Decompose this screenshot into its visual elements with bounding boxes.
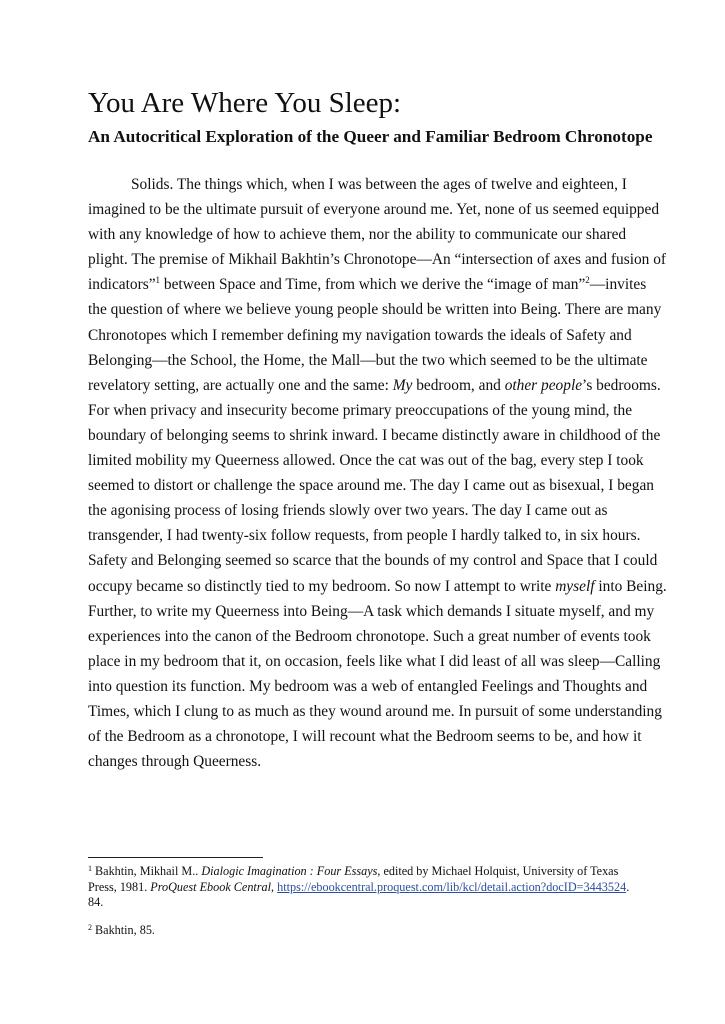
footnote-number: 1	[88, 864, 92, 873]
footnote-1-line-2	[88, 880, 648, 896]
emphasis-text: myself	[555, 577, 595, 595]
footnotes	[88, 864, 648, 938]
body-line: place in my bedroom that it, on occasion, feels like what I did least of all was sleep—Calling	[88, 652, 661, 670]
body-line	[88, 373, 661, 398]
body-line: experiences into the canon of the Bedroom chronotope. Such a great number of events took	[88, 627, 651, 645]
document-title: You Are Where You Sleep:	[88, 87, 402, 119]
body-line: seemed to distort or challenge the space around me. The day I came out as bisexual, I began	[88, 477, 654, 495]
footnote-ref-1[interactable]: 1	[155, 275, 161, 286]
body-line: Chronotopes which I remember defining my navigation towards the ideals of Safety and	[88, 326, 632, 344]
footnote-source-title: ProQuest Ebook Central	[150, 879, 272, 894]
body-line: Solids. The things which, when I was between the ages of twelve and eighteen, I	[131, 176, 627, 193]
body-line: with any knowledge of how to achieve them, nor the ability to communicate our shared	[88, 226, 627, 244]
body-line: Belonging—the School, the Home, the Mall—but the two which seemed to be the ultimate	[88, 351, 648, 369]
body-line: limited mobility my Queerness allowed. Once the cat was out of the bag, every step I took	[88, 452, 644, 470]
body-line: transgender, I had twenty-six follow requests, from people I hardly talked to, in six hours.	[88, 527, 641, 545]
footnote-text: Bakhtin, 85.	[92, 922, 155, 937]
body-text-span: occupy became so distinctly tied to my bedroom. So now I attempt to write	[88, 577, 556, 595]
body-line: changes through Queerness.	[88, 753, 262, 771]
footnote-text: ,	[271, 879, 278, 894]
body-text-span: —invites	[589, 276, 647, 294]
body-text-span: into Being.	[594, 577, 667, 595]
footnote-book-title: Dialogic Imagination : Four Essays	[201, 864, 378, 878]
body-line: the agonising process of losing friends slowly over two years. The day I came out as	[88, 502, 608, 520]
footnote-text: .	[626, 879, 630, 894]
body-text-span: ’s bedrooms.	[582, 376, 661, 394]
body-line: into question its function. My bedroom was a web of entangled Feelings and Thoughts and	[88, 677, 648, 695]
body-line	[88, 574, 667, 599]
body-text-span: indicators”	[88, 276, 156, 294]
body-line: Times, which I clung to as much as they wound around me. In pursuit of some understanding	[88, 702, 662, 720]
body-line: plight. The premise of Mikhail Bakhtin’s Chronotope—An “intersection of axes and fusion of	[88, 251, 667, 269]
body-line: the question of where we believe young people should be written into Being. There are many	[88, 301, 662, 319]
body-line: Safety and Belonging seemed so scarce that the bounds of my control and Space that I could	[88, 552, 658, 570]
footnote-separator	[88, 857, 263, 858]
body-text-span: revelatory setting, are actually one and the same:	[88, 376, 393, 394]
footnote-text: , edited by Michael Holquist, University of Texas	[377, 864, 619, 878]
footnote-1	[88, 864, 648, 880]
body-line: boundary of belonging seems to shrink inward. I became distinctly aware in childhood of the	[88, 426, 661, 444]
body-text-span: between Space and Time, from which we derive the “image of man”	[160, 276, 586, 294]
body-paragraph	[88, 172, 667, 774]
body-line: For when privacy and insecurity become primary preoccupations of the young mind, the	[88, 401, 633, 419]
footnote-ref-2[interactable]: 2	[585, 275, 590, 286]
footnote-link[interactable]: https://ebookcentral.proquest.com/lib/kcl/detail.action?docID=3443524	[277, 879, 627, 894]
body-text-span: bedroom, and	[412, 376, 505, 394]
emphasis-text: other people	[504, 376, 583, 394]
body-line: imagined to be the ultimate pursuit of everyone around me. Yet, none of us seemed equipped	[88, 201, 660, 219]
body-line: of the Bedroom as a chronotope, I will recount what the Bedroom seems to be, and how it	[88, 728, 642, 746]
footnote-gap	[88, 911, 648, 923]
emphasis-text: My	[392, 376, 413, 394]
body-line: Further, to write my Queerness into Being—A task which demands I situate myself, and my	[88, 602, 655, 620]
body-line	[88, 272, 648, 297]
footnote-text: Press, 1981.	[88, 879, 151, 894]
footnote-text: Bakhtin, Mikhail M..	[92, 864, 202, 878]
footnote-2	[88, 923, 648, 939]
footnote-1-line-3: 84.	[88, 895, 104, 910]
document-subtitle: An Autocritical Exploration of the Queer and Familiar Bedroom Chronotope	[88, 127, 653, 146]
footnote-number: 2	[88, 922, 92, 932]
